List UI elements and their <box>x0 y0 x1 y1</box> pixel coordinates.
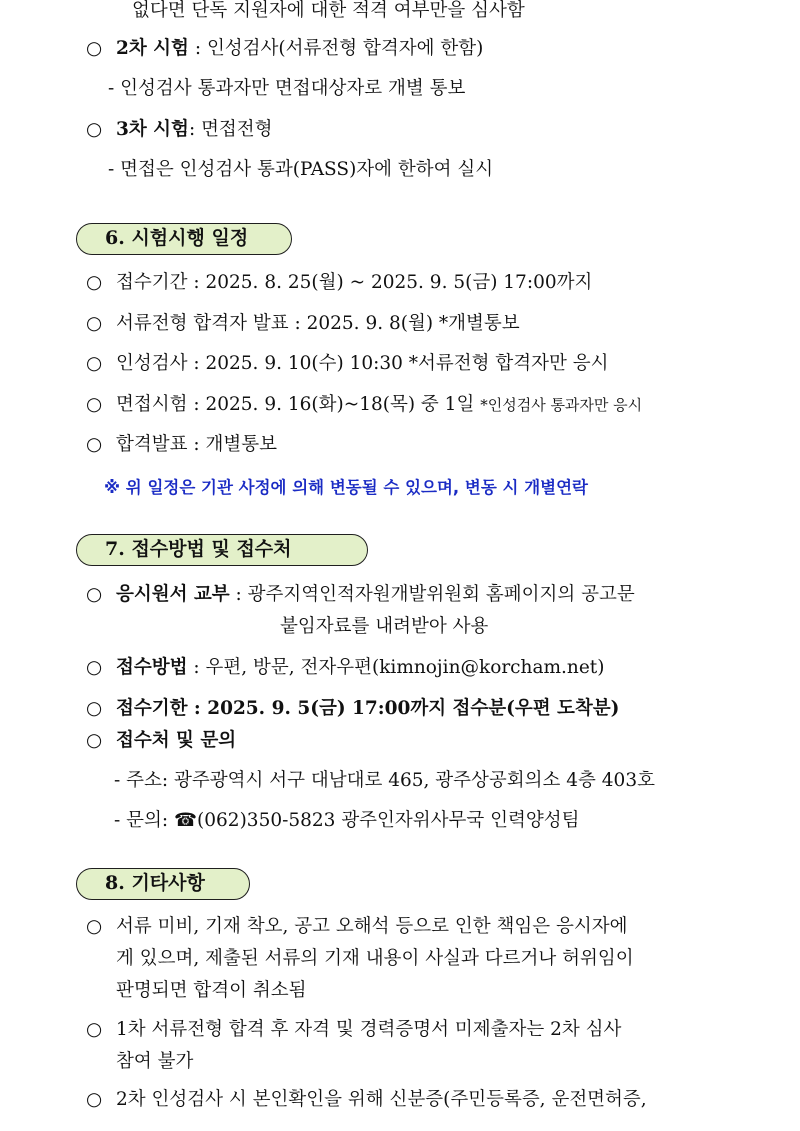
section7-title: 7. 접수방법 및 접수처 <box>76 534 368 566</box>
method-item <box>86 655 604 681</box>
bullet: ○ <box>86 313 103 334</box>
contact-item <box>86 728 236 754</box>
bullet: ○ <box>86 916 103 937</box>
misc-item1-l2: 게 있으며, 제출된 서류의 기재 내용이 사실과 다르거나 허위임이 <box>116 948 634 969</box>
form-item <box>86 582 635 608</box>
phone-text: (062)350-5823 광주인자위사무국 인력양성팀 <box>197 810 580 831</box>
form-text1: 광주지역인적자원개발위원회 홈페이지의 공고문 <box>247 584 635 605</box>
address-line: - 주소: 광주광역시 서구 대남대로 465, 광주상공회의소 4층 403호 <box>114 770 655 791</box>
intro-line: 없다면 단독 지원자에 대한 적격 여부만을 심사함 <box>132 0 525 21</box>
bullet: ○ <box>86 119 103 140</box>
misc-item1 <box>86 914 627 940</box>
misc-item2 <box>86 1017 621 1043</box>
interview-note: *인성검사 통과자만 응시 <box>480 396 643 414</box>
phone-prefix: - 문의: <box>114 810 174 831</box>
bullet: ○ <box>86 698 103 719</box>
schedule-text: 접수기간 : 2025. 8. 25(월) ~ 2025. 9. 5(금) 17:00까지 <box>116 272 593 293</box>
section8-title: 8. 기타사항 <box>76 868 250 900</box>
round3-colon: : <box>188 119 202 140</box>
schedule-item <box>86 311 520 337</box>
schedule-item <box>86 351 609 377</box>
schedule-text: 인성검사 : 2025. 9. 10(수) 10:30 *서류전형 합격자만 응시 <box>116 353 609 374</box>
schedule-text: 서류전형 합격자 발표 : 2025. 9. 8(월) *개별통보 <box>116 313 520 334</box>
phone-line <box>114 808 580 834</box>
schedule-text: 합격발표 : 개별통보 <box>116 434 277 455</box>
misc-item1-l3: 판명되면 합격이 취소됨 <box>116 980 307 1001</box>
bullet: ○ <box>86 353 103 374</box>
round3-item <box>86 117 273 143</box>
misc-item3 <box>86 1087 647 1113</box>
bullet: ○ <box>86 584 103 605</box>
round3-label: 3차 시험 <box>116 119 189 140</box>
schedule-item <box>86 432 277 458</box>
method-label: 접수방법 <box>116 657 188 678</box>
misc-item2-l2: 참여 불가 <box>116 1051 194 1072</box>
round2-sub: - 인성검사 통과자만 면접대상자로 개별 통보 <box>108 78 466 99</box>
schedule-notice: ※ 위 일정은 기관 사정에 의해 변동될 수 있으며, 변동 시 개별연락 <box>104 478 588 497</box>
bullet: ○ <box>86 272 103 293</box>
bullet: ○ <box>86 730 103 751</box>
misc-text: 서류 미비, 기재 착오, 공고 오해석 등으로 인한 책임은 응시자에 <box>116 916 628 937</box>
bullet: ○ <box>86 38 103 59</box>
round3-sub: - 면접은 인성검사 통과(PASS)자에 한하여 실시 <box>108 159 494 180</box>
schedule-item <box>86 270 592 296</box>
deadline-label: 접수기한 <box>116 698 188 719</box>
round2-label: 2차 시험 <box>116 38 189 59</box>
deadline-text: : 2025. 9. 5(금) 17:00까지 접수분(우편 도착분) <box>187 698 620 719</box>
bullet: ○ <box>86 434 103 455</box>
misc-text: 2차 인성검사 시 본인확인을 위해 신분증(주민등록증, 운전면허증, <box>116 1089 647 1110</box>
bullet: ○ <box>86 1089 103 1110</box>
schedule-item <box>86 392 642 418</box>
method-text: 우편, 방문, 전자우편(kimnojin@korcham.net) <box>205 657 605 678</box>
bullet: ○ <box>86 1019 103 1040</box>
round2-colon: : <box>188 38 207 59</box>
form-text2: 붙임자료를 내려받아 사용 <box>280 616 489 637</box>
contact-label: 접수처 및 문의 <box>116 730 237 751</box>
form-label: 응시원서 교부 <box>116 584 230 605</box>
schedule-text: 면접시험 : 2025. 9. 16(화)~18(목) 중 1일 <box>116 394 475 415</box>
round2-text: 인성검사(서류전형 합격자에 한함) <box>206 38 484 59</box>
method-colon: : <box>187 657 206 678</box>
bullet: ○ <box>86 394 103 415</box>
section6-title: 6. 시험시행 일정 <box>76 223 292 255</box>
deadline-item <box>86 696 619 722</box>
phone-icon: ☎ <box>174 810 198 831</box>
round3-text: 면접전형 <box>201 119 273 140</box>
misc-text: 1차 서류전형 합격 후 자격 및 경력증명서 미제출자는 2차 심사 <box>116 1019 622 1040</box>
bullet: ○ <box>86 657 103 678</box>
form-colon: : <box>229 584 248 605</box>
round2-item <box>86 36 483 62</box>
